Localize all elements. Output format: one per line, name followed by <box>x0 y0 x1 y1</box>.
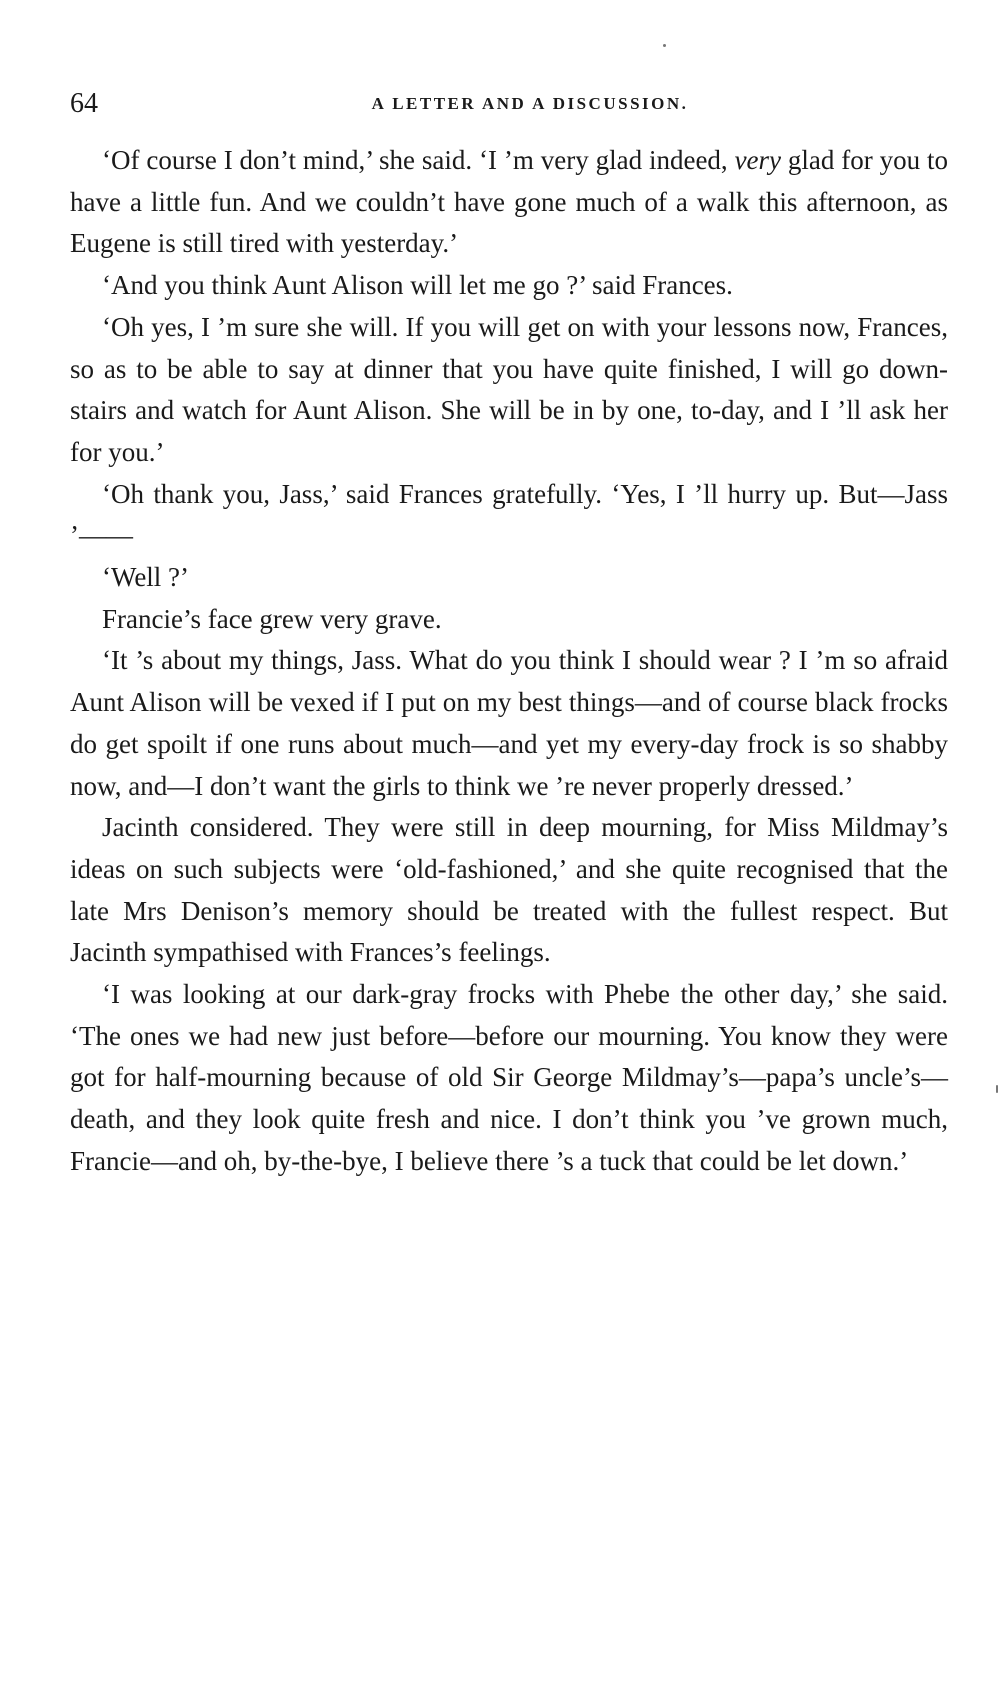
paper-speck <box>996 1085 998 1093</box>
paragraph-8: Jacinth considered. They were still in deep mourning, for Miss Mildmay’s ideas on such subjects were ‘old-fashioned,’ and she quite recognised that the late Mrs Denison’s memory should be treated with the fullest respect. But Jacinth sympathised with Frances’s feelings. <box>70 812 948 968</box>
page-header <box>70 88 950 128</box>
page-number: 64 <box>70 88 98 119</box>
paragraph-7: ‘It ’s about my things, Jass. What do you think I should wear ? I ’m so afraid Aunt Alison will be vexed if I put on my best things—and of course black frocks do get spoilt if one runs about much—and yet my every-day frock is so shabby now, and—I don’t want the girls to think we ’re never properly dressed.’ <box>70 645 948 801</box>
paragraph-1-emphasis: very <box>734 145 782 175</box>
body-text <box>70 140 948 1183</box>
running-head: A LETTER AND A DISCUSSION. <box>371 94 689 113</box>
paper-speck <box>663 44 666 47</box>
paragraph-5: ‘Well ?’ <box>102 562 190 593</box>
paragraph-1-after: glad for you to have a little fun. And we couldn’t have gone much of a walk this afternoon, as Eugene is still tired with yesterday.’ <box>70 145 948 259</box>
paragraph-3: ‘Oh yes, I ’m sure she will. If you will get on with your lessons now, Frances, so as to be able to say at dinner that you have quite finished, I will go down-stairs and watch for Aunt Alison. She will be in by one, to-day, and I ’ll ask her for you.’ <box>70 311 948 467</box>
paragraph-9: ‘I was looking at our dark-gray frocks with Phebe the other day,’ she said. ‘The ones we had new just before—before our mourning. You know they were got for half-mourning because of old Sir George Mildmay’s—papa’s uncle’s—death, and they look quite fresh and nice. I don’t think you ’ve grown much, Francie—and oh, by-the-bye, I believe there ’s a tuck that could be let down.’ <box>70 979 948 1176</box>
paragraph-4: ‘Oh thank you, Jass,’ said Frances gratefully. ‘Yes, I ’ll hurry up. But—Jass ’—— <box>70 478 948 551</box>
paragraph-1-before: ‘Of course I don’t mind,’ she said. ‘I ’m very glad indeed, <box>102 145 735 175</box>
paragraph-6: Francie’s face grew very grave. <box>102 603 442 634</box>
paragraph-2: ‘And you think Aunt Alison will let me go ?’ said Frances. <box>102 270 733 301</box>
paragraph-1 <box>70 140 948 265</box>
